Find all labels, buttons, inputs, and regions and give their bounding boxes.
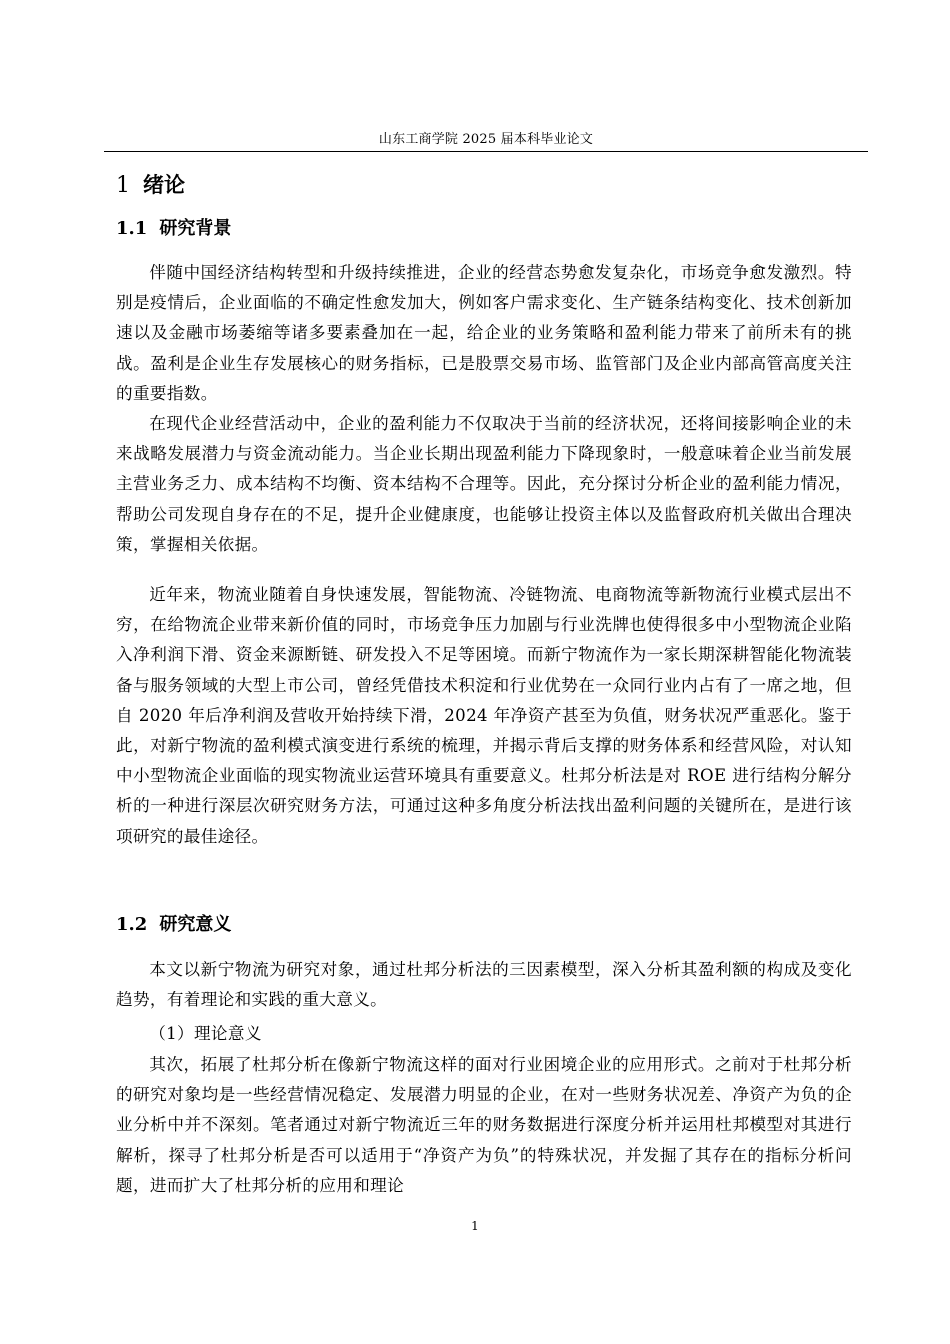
chapter-title-text: 绪论 — [143, 173, 185, 197]
section-heading-1-1 — [116, 216, 231, 242]
paragraph-background-2: 在现代企业经营活动中，企业的盈利能力不仅取决于当前的经济状况，还将间接影响企业的未来战略发展潜力与资金流动能力。当企业长期出现盈利能力下降现象时，一般意味着企业当前发展主营业务乏力、成本结构不均衡、资本结构不合理等。因此，充分探讨分析企业的盈利能力情况，帮助公司发现自身存在的不足，提升企业健康度，也能够让投资主体以及监督政府机关做出合理决策，掌握相关依据。 — [116, 414, 852, 554]
paragraph-background-1: 伴随中国经济结构转型和升级持续推进，企业的经营态势愈发复杂化，市场竞争愈发激烈。特别是疫情后，企业面临的不确定性愈发加大，例如客户需求变化、生产链条结构变化、技术创新加速以及金融市场萎缩等诸多要素叠加在一起，给企业的业务策略和盈利能力带来了前所未有的挑战。盈利是企业生存发展核心的财务指标，已是股票交易市场、监管部门及企业内部高管高度关注的重要指数。 — [116, 263, 852, 403]
section-number: 1.1 — [116, 218, 148, 239]
running-header: 山东工商学院 2025 届本科毕业论文 — [378, 132, 594, 147]
section-number: 1.2 — [116, 914, 148, 935]
section-title-text: 研究意义 — [159, 914, 232, 935]
section-heading-1-2 — [116, 912, 231, 938]
paragraph-significance-1: 本文以新宁物流为研究对象，通过杜邦分析法的三因素模型，深入分析其盈利额的构成及变化趋势，有着理论和实践的重大意义。 — [116, 960, 852, 1010]
list-item-theoretical-significance: （1）理论意义 — [149, 1024, 262, 1043]
paragraph-background-3: 近年来，物流业随着自身快速发展，智能物流、冷链物流、电商物流等新物流行业模式层出不穷，在给物流企业带来新价值的同时，市场竞争压力加剧与行业洗牌也使得很多中小型物流企业陷入净利润下滑、资金来源断链、研发投入不足等困境。而新宁物流作为一家长期深耕智能化物流装备与服务领域的大型上市公司，曾经凭借技术积淀和行业优势在一众同行业内占有了一席之地，但自 2020 年后净利润及营收开始持续下滑，2024 年净资产甚至为负值，财务状况严重恶化。鉴于此，对新宁物流的盈利模式演变进行系统的梳理，并揭示背后支撑的财务体系和经营风险，对认知中小型物流企业面临的现实物流业运营环境具有重要意义。杜邦分析法是对 ROE 进行结构分解分析的一种进行深层次研究财务方法，可通过这种多角度分析法找出盈利问题的关键所在，是进行该项研究的最佳途径。 — [116, 585, 852, 846]
page-number: 1 — [471, 1219, 479, 1233]
paragraph-significance-2: 其次，拓展了杜邦分析在像新宁物流这样的面对行业困境企业的应用形式。之前对于杜邦分析的研究对象均是一些经营情况稳定、发展潜力明显的企业，在对一些财务状况差、净资产为负的企业分析中并不深刻。笔者通过对新宁物流近三年的财务数据进行深度分析并运用杜邦模型对其进行解析，探寻了杜邦分析是否可以适用于“净资产为负”的特殊状况，并发掘了其存在的指标分析问题，进而扩大了杜邦分析的应用和理论 — [116, 1055, 852, 1195]
chapter-heading — [116, 170, 185, 201]
section-title-text: 研究背景 — [159, 218, 232, 239]
chapter-number: 1 — [116, 173, 130, 198]
header-rule — [104, 151, 868, 152]
